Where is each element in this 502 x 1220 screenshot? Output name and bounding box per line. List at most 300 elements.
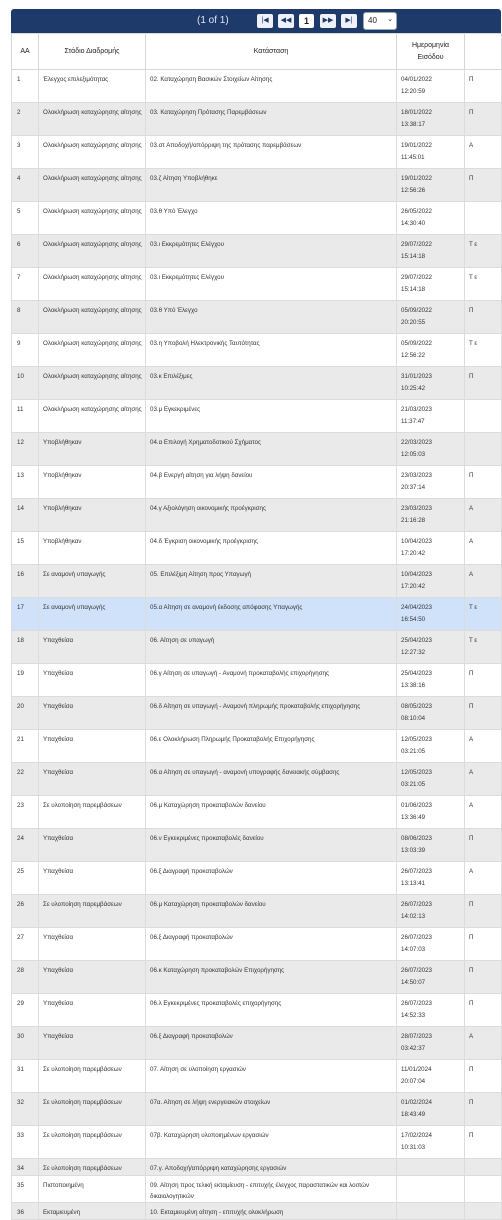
cell-entry-date [397,928,465,961]
cell-aa: 34 [12,1159,39,1176]
history-table [11,33,502,1220]
entry-time: 15:14:18 [401,286,426,293]
entry-date: 25/04/2023 [401,637,432,644]
cell-extra: Π [465,895,502,928]
next-page-icon[interactable]: ▶▶ [320,14,336,28]
entry-date: 26/07/2023 [401,967,432,974]
cell-aa: 20 [12,697,39,730]
cell-entry-date [397,565,465,598]
cell-status: 04.γ Αξιολόγηση οικονομικής προέγκρισης [146,499,397,532]
cell-extra: Π [465,1060,502,1093]
entry-time: 20:07:04 [401,1078,426,1085]
entry-date: 28/07/2023 [401,1033,432,1040]
cell-stage: Υποβλήθηκαν [39,499,146,532]
cell-stage: Υπαχθείσα [39,862,146,895]
cell-entry-date [397,433,465,466]
cell-stage: Υπαχθείσα [39,1027,146,1060]
paginator [11,9,501,33]
table-row[interactable] [12,565,502,598]
cell-extra: Π [465,1093,502,1126]
entry-date: 26/07/2023 [401,1000,432,1007]
entry-time: 14:07:03 [401,946,426,953]
cell-extra: Α [465,862,502,895]
cell-status: 04.β Ενεργή αίτηση για λήψη δανείου [146,466,397,499]
cell-aa: 13 [12,466,39,499]
cell-status: 07α. Αίτηση σε λήψη ενεργειακών στοιχείων [146,1093,397,1126]
cell-entry-date [397,994,465,1027]
entry-date: 10/04/2023 [401,571,432,578]
entry-time: 03:21:05 [401,748,426,755]
cell-aa: 28 [12,961,39,994]
entry-date: 21/03/2023 [401,406,432,413]
cell-stage: Ολοκλήρωση καταχώρησης αίτησης [39,268,146,301]
cell-entry-date [397,697,465,730]
entry-time: 13:03:39 [401,847,426,854]
cell-stage: Υποβλήθηκαν [39,532,146,565]
cell-status: 04.α Επιλογή Χρηματοδοτικού Σχήματος [146,433,397,466]
cell-aa: 26 [12,895,39,928]
cell-status: 03.θ Υπό Έλεγχο [146,202,397,235]
cell-status: 05.α Αίτηση σε αναμονή έκδοσης απόφασης Υπαγωγής [146,598,397,631]
cell-status: 06.ξ Διαγραφή προκαταβολών [146,862,397,895]
entry-date: 05/09/2022 [401,340,432,347]
entry-time: 12:20:59 [401,88,426,95]
entry-time: 17:20:42 [401,550,426,557]
table-row[interactable] [12,961,502,994]
cell-extra: Τ ε [465,334,502,367]
cell-entry-date [397,268,465,301]
cell-aa: 33 [12,1126,39,1159]
entry-time: 10:25:42 [401,385,426,392]
cell-stage: Υποβλήθηκαν [39,433,146,466]
cell-stage: Σε υλοποίηση παρεμβάσεων [39,895,146,928]
cell-entry-date [397,1203,465,1220]
cell-entry-date [397,169,465,202]
cell-aa: 36 [12,1203,39,1220]
column-header-status[interactable]: Κατάσταση [146,34,397,70]
entry-time: 14:50:07 [401,979,426,986]
cell-stage: Υποβλήθηκαν [39,466,146,499]
cell-aa: 25 [12,862,39,895]
table-row[interactable] [12,1060,502,1093]
cell-extra: Α [465,565,502,598]
cell-aa: 22 [12,763,39,796]
cell-aa: 23 [12,796,39,829]
cell-entry-date [397,664,465,697]
column-header-stage[interactable]: Στάδιο Διαδρομής [39,34,146,70]
entry-date: 25/04/2023 [401,670,432,677]
entry-time: 20:20:55 [401,319,426,326]
table-row[interactable] [12,895,502,928]
cell-stage: Υπαχθείσα [39,994,146,1027]
cell-entry-date [397,235,465,268]
cell-entry-date [397,730,465,763]
cell-entry-date [397,532,465,565]
cell-stage: Σε υλοποίηση παρεμβάσεων [39,1060,146,1093]
entry-time: 20:37:14 [401,484,426,491]
cell-status: 06.λ Εγκεκριμένες προκαταβολές επιχορήγησης [146,994,397,1027]
cell-extra [465,1159,502,1176]
table-row[interactable] [12,1027,502,1060]
cell-entry-date [397,103,465,136]
table-row[interactable] [12,1176,502,1203]
cell-stage: Υπαχθείσα [39,829,146,862]
cell-stage: Ολοκλήρωση καταχώρησης αίτησης [39,169,146,202]
table-row[interactable] [12,532,502,565]
cell-aa: 10 [12,367,39,400]
cell-entry-date [397,499,465,532]
cell-aa: 21 [12,730,39,763]
previous-page-icon[interactable]: ◀◀ [278,14,294,28]
entry-time: 15:14:18 [401,253,426,260]
entry-date: 26/05/2022 [401,208,432,215]
cell-aa: 4 [12,169,39,202]
cell-extra: Α [465,730,502,763]
cell-aa: 29 [12,994,39,1027]
cell-entry-date [397,400,465,433]
cell-entry-date [397,334,465,367]
entry-date: 12/05/2023 [401,769,432,776]
table-row[interactable] [12,433,502,466]
cell-stage: Σε αναμονή υπαγωγής [39,565,146,598]
table-row[interactable] [12,862,502,895]
cell-status: 06.ε Ολοκλήρωση Πληρωμής Προκαταβολής Επιχορήγησης [146,730,397,763]
cell-extra: Π [465,367,502,400]
cell-entry-date [397,367,465,400]
cell-stage: Ολοκλήρωση καταχώρησης αίτησης [39,334,146,367]
entry-date: 01/02/2024 [401,1099,432,1106]
entry-date: 26/07/2023 [401,934,432,941]
cell-aa: 6 [12,235,39,268]
entry-time: 03:42:37 [401,1045,426,1052]
cell-status: 03.μ Εγκεκριμένες [146,400,397,433]
entry-time: 17:20:42 [401,583,426,590]
cell-stage: Ολοκλήρωση καταχώρησης αίτησης [39,202,146,235]
entry-time: 12:56:22 [401,352,426,359]
cell-stage: Έλεγχος επιλεξιμότητας [39,70,146,103]
cell-aa: 19 [12,664,39,697]
cell-aa: 18 [12,631,39,664]
entry-date: 24/04/2023 [401,604,432,611]
table-row[interactable] [12,994,502,1027]
entry-date: 22/03/2023 [401,439,432,446]
cell-entry-date [397,136,465,169]
cell-aa: 1 [12,70,39,103]
cell-aa: 11 [12,400,39,433]
cell-aa: 32 [12,1093,39,1126]
cell-status: 06.μ Καταχώρηση προκαταβολών δανείου [146,796,397,829]
table-row[interactable] [12,829,502,862]
cell-aa: 12 [12,433,39,466]
cell-entry-date [397,1176,465,1203]
table-body [12,70,502,1220]
table-row[interactable] [12,400,502,433]
column-header-entry-date[interactable]: Ημερομηνία Εισόδου [397,34,465,70]
entry-date: 23/03/2023 [401,472,432,479]
entry-time: 16:54:50 [401,616,426,623]
cell-status: 07. Αίτηση σε υλοποίηση εργασιών [146,1060,397,1093]
entry-time: 13:38:16 [401,682,426,689]
cell-stage: Υπαχθείσα [39,631,146,664]
table-row[interactable] [12,1159,502,1176]
table-row[interactable] [12,136,502,169]
table-row[interactable] [12,1093,502,1126]
cell-status: 02. Καταχώρηση Βασικών Στοιχείων Αίτησης [146,70,397,103]
cell-extra: Τ ε [465,598,502,631]
cell-status: 06. Αίτηση σε υπαγωγή [146,631,397,664]
cell-stage: Σε αναμονή υπαγωγής [39,598,146,631]
cell-aa: 14 [12,499,39,532]
cell-entry-date [397,829,465,862]
cell-stage: Πιστοποιημένη [39,1176,146,1203]
cell-status: 06.γ Αίτηση σε υπαγωγή - Αναμονή προκαταβολής επιχορήγησης [146,664,397,697]
cell-entry-date [397,796,465,829]
cell-status: 03.η Υποβολή Ηλεκτρονικής Ταυτότητας [146,334,397,367]
cell-stage: Ολοκλήρωση καταχώρησης αίτησης [39,103,146,136]
table-row[interactable] [12,796,502,829]
entry-date: 11/01/2024 [401,1066,432,1073]
cell-status: 05. Επιλέξιμη Αίτηση προς Υπαγωγή [146,565,397,598]
entry-time: 13:38:17 [401,121,426,128]
entry-date: 12/05/2023 [401,736,432,743]
cell-entry-date [397,301,465,334]
cell-extra: Τ ε [465,631,502,664]
entry-time: 03:21:05 [401,781,426,788]
cell-status: 09. Αίτηση προς τελική εκταμίευση - επιτυχής έλεγχος παραστατικών και λοιπών δικαιολογητικών [146,1176,397,1203]
first-page-icon[interactable]: |◀ [257,14,273,28]
entry-date: 29/07/2022 [401,274,432,281]
table-row[interactable] [12,268,502,301]
cell-entry-date [397,631,465,664]
table-row[interactable] [12,235,502,268]
table-row[interactable] [12,334,502,367]
cell-aa: 35 [12,1176,39,1203]
cell-extra: Α [465,796,502,829]
cell-entry-date [397,895,465,928]
table-row[interactable] [12,697,502,730]
cell-status: 06.κ Καταχώρηση προκαταβολών Επιχορήγησης [146,961,397,994]
table-row[interactable] [12,202,502,235]
table-row[interactable] [12,466,502,499]
cell-aa: 27 [12,928,39,961]
entry-date: 04/01/2022 [401,76,432,83]
cell-entry-date [397,598,465,631]
entry-time: 10:31:03 [401,1144,426,1151]
cell-status: 03. Καταχώρηση Πρότασης Παρεμβάσεων [146,103,397,136]
table-row[interactable] [12,70,502,103]
entry-date: 19/01/2022 [401,142,432,149]
table-row[interactable] [12,730,502,763]
cell-entry-date [397,763,465,796]
cell-extra [465,1203,502,1220]
cell-status: 03.στ Αποδοχή/απόρριψη της πρότασης παρεμβάσεων [146,136,397,169]
cell-aa: 5 [12,202,39,235]
entry-date: 29/07/2022 [401,241,432,248]
table-row[interactable] [12,103,502,136]
cell-extra [465,202,502,235]
cell-extra: Α [465,532,502,565]
cell-aa: 30 [12,1027,39,1060]
cell-entry-date [397,1093,465,1126]
cell-stage: Υπαχθείσα [39,763,146,796]
page-report: (1 of 1) [197,15,229,26]
cell-extra: Π [465,664,502,697]
cell-aa: 7 [12,268,39,301]
table-row[interactable] [12,928,502,961]
cell-stage: Ολοκλήρωση καταχώρησης αίτησης [39,301,146,334]
cell-stage: Εκταμιευμένη [39,1203,146,1220]
cell-entry-date [397,1060,465,1093]
entry-date: 31/01/2023 [401,373,432,380]
cell-entry-date [397,1126,465,1159]
cell-extra [465,433,502,466]
entry-time: 21:16:28 [401,517,426,524]
cell-extra [465,1176,502,1203]
table-row[interactable] [12,499,502,532]
entry-date: 01/06/2023 [401,802,432,809]
cell-status: 03.θ Υπό Έλεγχο [146,301,397,334]
table-row[interactable] [12,169,502,202]
cell-status: 06.ξ Διαγραφή προκαταβολών [146,1027,397,1060]
entry-time: 18:43:49 [401,1111,426,1118]
rows-per-page-select[interactable] [363,12,397,30]
entry-time: 08:10:04 [401,715,426,722]
cell-entry-date [397,961,465,994]
cell-stage: Ολοκλήρωση καταχώρησης αίτησης [39,235,146,268]
chevron-down-icon: ⌄ [387,16,393,23]
cell-extra: Π [465,829,502,862]
cell-extra: Π [465,301,502,334]
cell-extra: Π [465,466,502,499]
cell-aa: 17 [12,598,39,631]
entry-time: 14:52:33 [401,1012,426,1019]
table-header-row [12,34,502,70]
entry-date: 10/04/2023 [401,538,432,545]
cell-status: 03.ι Εκκρεμότητες Ελέγχου [146,268,397,301]
table-row[interactable] [12,301,502,334]
page-1-button[interactable]: 1 [299,14,314,28]
cell-aa: 16 [12,565,39,598]
cell-extra: Α [465,763,502,796]
cell-extra: Π [465,103,502,136]
table-row[interactable] [12,1203,502,1220]
entry-time: 12:27:32 [401,649,426,656]
rows-per-page-value: 40 [368,16,377,25]
cell-status: 10. Εκταμιευμένη αίτηση - επιτυχής ολοκλήρωση [146,1203,397,1220]
cell-aa: 15 [12,532,39,565]
cell-entry-date [397,1159,465,1176]
cell-stage: Ολοκλήρωση καταχώρησης αίτησης [39,136,146,169]
table-row[interactable] [12,598,502,631]
cell-status: 03.ζ Αίτηση Υποβλήθηκε [146,169,397,202]
last-page-icon[interactable]: ▶| [341,14,357,28]
cell-status: 06.ν Εγκεκριμένες προκαταβολές δανείου [146,829,397,862]
entry-time: 11:37:47 [401,418,425,425]
cell-extra: Π [465,169,502,202]
entry-date: 19/01/2022 [401,175,432,182]
entry-time: 14:30:40 [401,220,426,227]
cell-aa: 2 [12,103,39,136]
cell-extra: Π [465,994,502,1027]
entry-date: 26/07/2023 [401,901,432,908]
entry-time: 14:02:13 [401,913,426,920]
entry-time: 11:45:01 [401,154,425,161]
cell-stage: Υπαχθείσα [39,697,146,730]
cell-extra [465,400,502,433]
table-row[interactable] [12,763,502,796]
cell-aa: 24 [12,829,39,862]
cell-status: 06.μ Καταχώρηση προκαταβολών δανείου [146,895,397,928]
entry-date: 08/05/2023 [401,703,432,710]
cell-entry-date [397,202,465,235]
entry-time: 12:56:26 [401,187,426,194]
entry-date: 26/07/2023 [401,868,432,875]
cell-extra: Π [465,697,502,730]
column-header-aa[interactable]: ΑΑ [12,34,39,70]
cell-stage: Υπαχθείσα [39,928,146,961]
cell-stage: Σε υλοποίηση παρεμβάσεων [39,1126,146,1159]
cell-extra: Α [465,136,502,169]
cell-stage: Ολοκλήρωση καταχώρησης αίτησης [39,367,146,400]
table-row[interactable] [12,1126,502,1159]
cell-status: 07.γ. Αποδοχή/απόρριψη καταχώρησης εργασιών [146,1159,397,1176]
cell-entry-date [397,1027,465,1060]
cell-stage: Υπαχθείσα [39,961,146,994]
cell-extra: Π [465,70,502,103]
entry-date: 18/01/2022 [401,109,432,116]
cell-stage: Σε υλοποίηση παρεμβάσεων [39,1093,146,1126]
entry-date: 17/02/2024 [401,1132,432,1139]
entry-time: 13:13:41 [401,880,426,887]
cell-status: 04.δ Έγκριση οικονομικής προέγκρισης [146,532,397,565]
cell-aa: 3 [12,136,39,169]
cell-status: 07β. Καταχώρηση υλοποιημένων εργασιών [146,1126,397,1159]
cell-extra: Α [465,499,502,532]
cell-status: 06.δ Αίτηση σε υπαγωγή - Αναμονή πληρωμής προκαταβολής επιχορήγησης [146,697,397,730]
cell-stage: Σε υλοποίηση παρεμβάσεων [39,796,146,829]
cell-status: 03.ι Εκκρεμότητες Ελέγχου [146,235,397,268]
entry-date: 23/03/2023 [401,505,432,512]
table-row[interactable] [12,367,502,400]
cell-stage: Υπαχθείσα [39,730,146,763]
entry-date: 05/09/2022 [401,307,432,314]
cell-aa: 8 [12,301,39,334]
cell-entry-date [397,466,465,499]
column-header-extra[interactable] [465,34,502,70]
cell-extra: Π [465,928,502,961]
entry-date: 08/06/2023 [401,835,432,842]
cell-extra: Π [465,961,502,994]
cell-extra: Π [465,1126,502,1159]
cell-stage: Ολοκλήρωση καταχώρησης αίτησης [39,400,146,433]
table-row[interactable] [12,664,502,697]
cell-status: 06.α Αίτηση σε υπαγωγή - αναμονή υπογραφής δανειακής σύμβασης [146,763,397,796]
entry-time: 13:36:49 [401,814,426,821]
cell-stage: Υπαχθείσα [39,664,146,697]
cell-entry-date [397,862,465,895]
cell-status: 03.κ Επιλέξιμες [146,367,397,400]
cell-extra: Τ ε [465,268,502,301]
cell-extra: Α [465,1027,502,1060]
cell-stage: Σε υλοποίηση παρεμβάσεων [39,1159,146,1176]
cell-entry-date [397,70,465,103]
cell-status: 06.ξ Διαγραφή προκαταβολών [146,928,397,961]
table-row[interactable] [12,631,502,664]
cell-extra: Τ ε [465,235,502,268]
cell-aa: 31 [12,1060,39,1093]
entry-time: 12:05:03 [401,451,426,458]
cell-aa: 9 [12,334,39,367]
